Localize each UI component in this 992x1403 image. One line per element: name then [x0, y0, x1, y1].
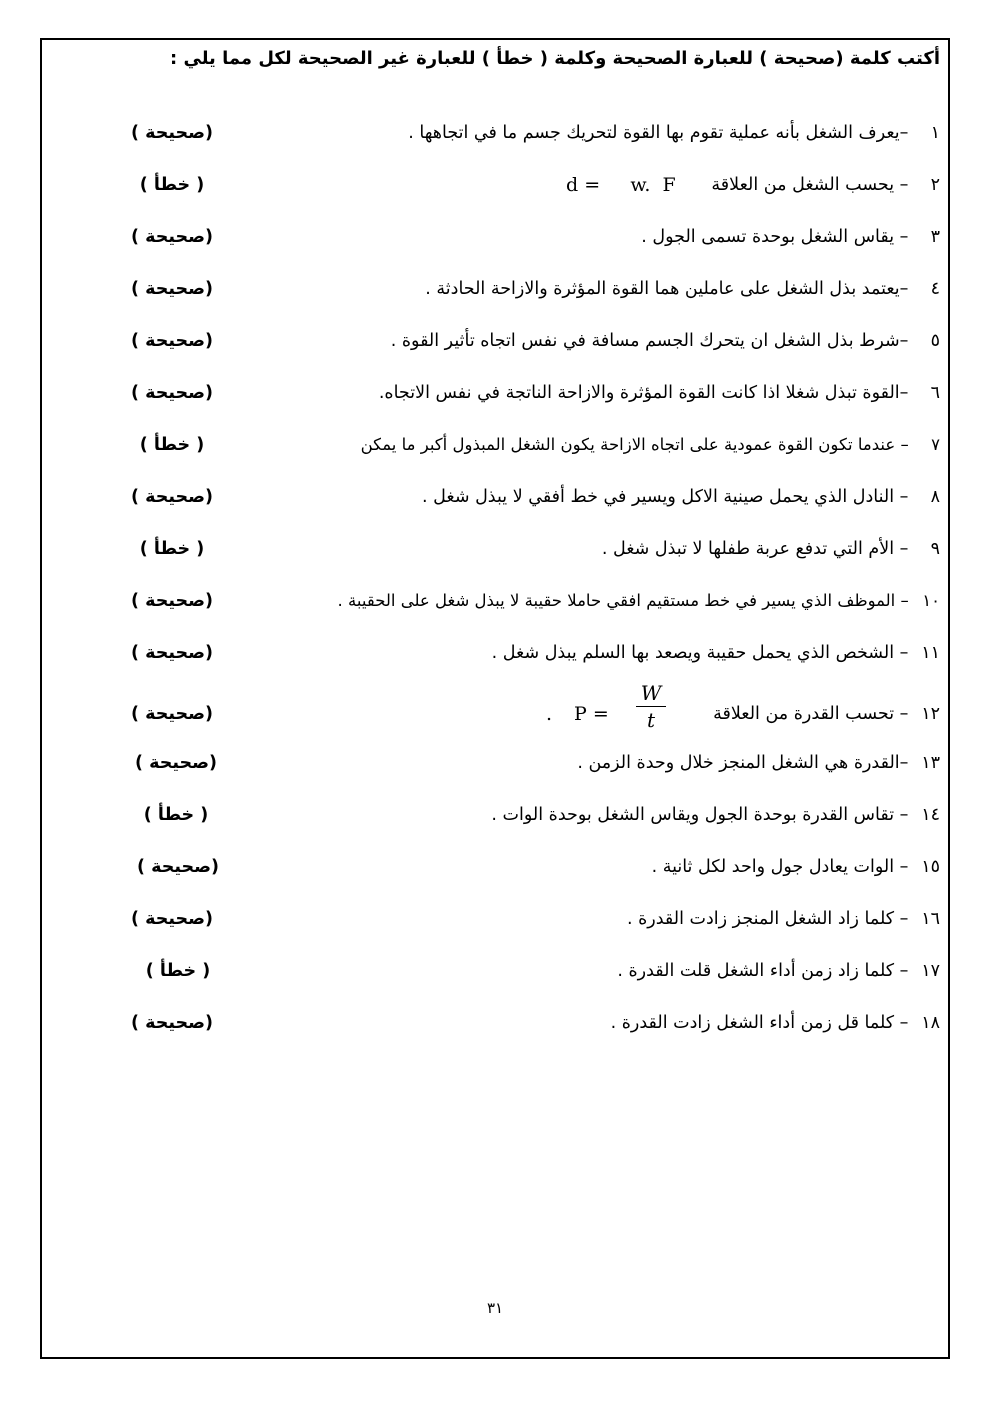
statement — [240, 373, 940, 413]
question-row — [42, 743, 948, 783]
answer-label: (صحيحة ) — [131, 704, 213, 724]
question-row — [42, 633, 948, 673]
answer-label: (صحيحة ) — [131, 487, 213, 507]
statement — [240, 1003, 940, 1043]
work-formula: d = w. F — [566, 174, 676, 196]
question-number: ١٠ — [922, 591, 940, 610]
statement — [240, 321, 940, 361]
question-row — [42, 425, 948, 465]
answer-label: ( خطأ ) — [145, 961, 211, 981]
answer-label: ( خطأ ) — [143, 805, 209, 825]
answer-label: (صحيحة ) — [131, 123, 213, 143]
question-number: ١٤ — [921, 805, 940, 825]
statement-text: –القدرة هي الشغل المنجز خلال وحدة الزمن . — [577, 753, 909, 773]
fraction-numerator: W — [636, 680, 666, 707]
question-number: ١٥ — [921, 857, 940, 877]
statement-text: – الشخص الذي يحمل حقيبة ويصعد بها السلم يبذل شغل . — [491, 643, 909, 663]
statement-text: – عندما تكون القوة عمودية على اتجاه الازاحة يكون الشغل المبذول أكبر ما يمكن — [360, 435, 909, 454]
answer-label: (صحيحة ) — [137, 857, 219, 877]
statement — [240, 899, 940, 939]
statement-text: –يعرف الشغل بأنه عملية تقوم بها القوة لتحريك جسم ما في اتجاهها . — [408, 123, 909, 143]
question-row — [42, 373, 948, 413]
statement-text: – الوات يعادل جول واحد لكل ثانية . — [651, 857, 909, 877]
question-number: ١٦ — [921, 909, 940, 929]
question-number: ١٧ — [921, 961, 940, 981]
question-row — [42, 529, 948, 569]
power-fraction — [636, 680, 666, 733]
answer-label: (صحيحة ) — [131, 591, 213, 611]
statement — [240, 529, 940, 569]
answer-label: ( خطأ ) — [139, 539, 205, 559]
page-frame — [40, 38, 950, 1359]
fraction-denominator: t — [646, 708, 656, 732]
question-row — [42, 321, 948, 361]
statement-text: – تقاس القدرة بوحدة الجول ويقاس الشغل بوحدة الوات . — [491, 805, 909, 825]
statement — [240, 743, 940, 783]
statement-text: – كلما زاد زمن أداء الشغل قلت القدرة . — [617, 961, 909, 981]
question-number: ١٣ — [921, 753, 940, 773]
statement — [250, 425, 940, 465]
question-row — [42, 681, 948, 734]
statement-text: – النادل الذي يحمل صينية الاكل ويسير في خط أفقي لا يبذل شغل . — [422, 487, 909, 507]
question-row — [42, 951, 948, 991]
question-number: ١٨ — [921, 1013, 940, 1033]
page-number: ٣١ — [486, 1299, 504, 1317]
statement-text: – تحسب القدرة من العلاقة — [713, 704, 909, 724]
answer-label: (صحيحة ) — [131, 227, 213, 247]
answer-label: (صحيحة ) — [131, 279, 213, 299]
question-number: ١ — [930, 123, 940, 143]
statement-text: – يحسب الشغل من العلاقة — [711, 175, 909, 195]
statement — [240, 847, 940, 887]
question-number: ٥ — [930, 331, 940, 351]
question-number: ٧ — [931, 435, 940, 454]
statement — [240, 217, 940, 257]
statement-text: – الموظف الذي يسير في خط مستقيم افقي حاملا حقيبة لا يبذل شغل على الحقيبة . — [337, 591, 909, 610]
answer-label: (صحيحة ) — [131, 909, 213, 929]
statement — [240, 269, 940, 309]
question-row — [42, 269, 948, 309]
question-number: ١١ — [921, 643, 940, 663]
question-number: ٨ — [930, 487, 940, 507]
question-number: ٦ — [930, 383, 940, 403]
answer-label: (صحيحة ) — [131, 643, 213, 663]
statement — [240, 581, 940, 621]
statement — [240, 633, 940, 673]
statement-text: – يقاس الشغل بوحدة تسمى الجول . — [641, 227, 909, 247]
formula-end: . — [546, 703, 553, 725]
statement — [240, 113, 940, 153]
answer-label: ( خطأ ) — [139, 435, 205, 455]
question-number: ٩ — [930, 539, 940, 559]
question-number: ٣ — [930, 227, 940, 247]
question-row — [42, 217, 948, 257]
worksheet-heading: أكتب كلمة (صحيحة ) للعبارة الصحيحة وكلمة ( خطأ ) للعبارة غير الصحيحة لكل مما يلي : — [170, 48, 940, 69]
answer-label: (صحيحة ) — [131, 331, 213, 351]
statement-text: – الأم التي تدفع عربة طفلها لا تبذل شغل . — [601, 539, 909, 559]
statement-text: –شرط بذل الشغل ان يتحرك الجسم مسافة في نفس اتجاه تأثير القوة . — [390, 331, 909, 351]
question-number: ٤ — [930, 279, 940, 299]
question-row — [42, 113, 948, 153]
statement-text: –يعتمد بذل الشغل على عاملين هما القوة المؤثرة والازاحة الحادثة . — [425, 279, 909, 299]
question-number: ١٢ — [921, 704, 940, 724]
statement-text: –القوة تبذل شغلا اذا كانت القوة المؤثرة والازاحة الناتجة في نفس الاتجاه. — [378, 383, 909, 403]
statement — [240, 477, 940, 517]
statement — [240, 951, 940, 991]
question-row — [42, 899, 948, 939]
answer-label: ( خطأ ) — [139, 175, 205, 195]
answer-label: (صحيحة ) — [131, 1013, 213, 1033]
question-row — [42, 1003, 948, 1043]
statement — [240, 795, 940, 835]
question-row — [42, 847, 948, 887]
question-row — [42, 165, 948, 205]
question-row — [42, 581, 948, 621]
power-formula-lhs: P = — [574, 703, 609, 725]
question-row — [42, 795, 948, 835]
answer-label: (صحيحة ) — [131, 383, 213, 403]
statement-text: – كلما زاد الشغل المنجز زادت القدرة . — [627, 909, 909, 929]
statement-text: – كلما قل زمن أداء الشغل زادت القدرة . — [610, 1013, 909, 1033]
question-row — [42, 477, 948, 517]
answer-label: (صحيحة ) — [135, 753, 217, 773]
question-number: ٢ — [930, 175, 940, 195]
